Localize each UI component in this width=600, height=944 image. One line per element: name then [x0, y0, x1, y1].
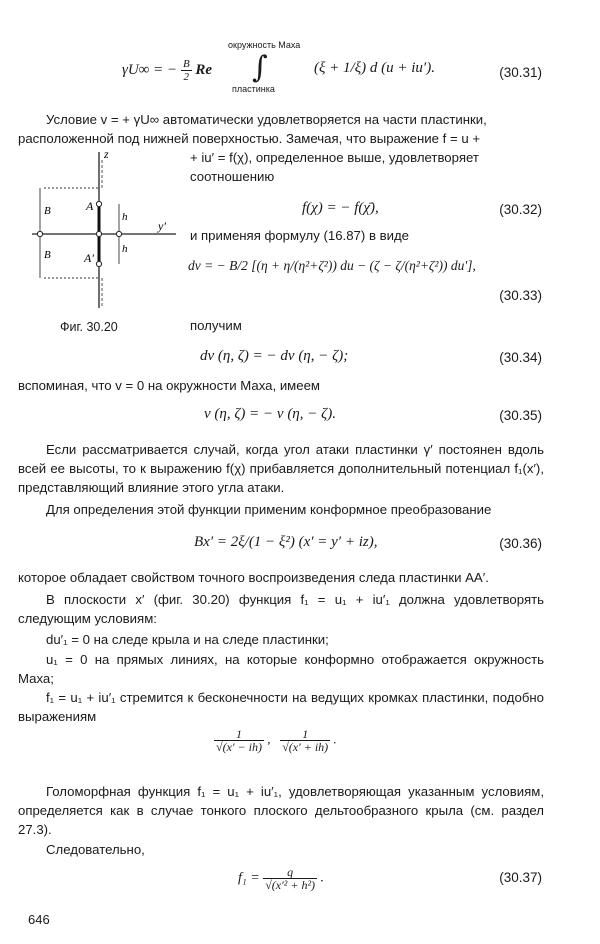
- eq-30-36: Bx′ = 2ξ/(1 − ξ²) (x′ = y′ + iz),: [194, 534, 378, 550]
- figure-label-z: z: [104, 148, 109, 161]
- figure-label-a-bottom: A′: [84, 251, 94, 265]
- para-9: Голоморфная функция f₁ = u₁ + iu′₁, удовлетворяющая указанным условиям, определяется как в случае тонкого плоского дельтообразного крыла (см. раздел 27.3).: [18, 784, 544, 838]
- figure-label-b-bottom: B: [44, 249, 51, 261]
- condition-1: du′₁ = 0 на следе крыла и на следе пластинки;: [46, 632, 329, 647]
- para-2: и применяя формулу (16.87) в виде: [190, 228, 410, 243]
- eq-30-33: dv = − B/2 [(η + η/(η²+ζ²)) du − (ζ − ζ/(η²+ζ²)) du′],: [188, 258, 476, 273]
- para-1-line-3: + iu′ = f(χ), определенное выше, удовлетворяет: [190, 150, 479, 165]
- eq-number-30-36: (30.36): [499, 536, 542, 551]
- para-1-line-4: соотношению: [190, 169, 275, 185]
- figure-node-center: [96, 231, 101, 236]
- figure-label-b-top: B: [44, 205, 51, 217]
- eq-30-34: dv (η, ζ) = − dv (η, − ζ);: [200, 348, 349, 364]
- figure-label-y: y′: [158, 219, 166, 233]
- para-4: вспоминая, что v = 0 на окружности Маха, имеем: [18, 378, 320, 393]
- eq-number-30-34: (30.34): [499, 350, 542, 365]
- eq-30-32: f(χ) = − f(χ̄),: [302, 200, 379, 216]
- para-1-cont: [190, 148, 544, 186]
- para-10: Следовательно,: [46, 842, 145, 857]
- para-3: получим: [190, 318, 242, 333]
- figure-caption: Фиг. 30.20: [60, 320, 118, 334]
- eq-30-31: [122, 40, 562, 100]
- eq-30-37: f₁ = $\frac{q}{\text{√(x′² + h²)}}$ .: [238, 865, 325, 892]
- eq-number-30-33: (30.33): [499, 288, 542, 303]
- condition-2: u₁ = 0 на прямых линиях, на которые конформно отображается окружность Маха;: [18, 652, 544, 687]
- para-6: Для определения этой функции применим конформное преобразование: [46, 502, 492, 517]
- para-5: Если рассматривается случай, когда угол атаки пластинки γ′ постоянен вдоль всей ее высоты, то к выражению f(χ) прибавляется дополнительный потенциал f₁(x′), представляющий влияние этого угла атаки.: [18, 442, 544, 496]
- para-7: которое обладает свойством точного воспроизведения следа пластинки AA′.: [18, 570, 489, 585]
- eq-30-31-body: (ξ + 1/ξ) d (u + iu′).: [314, 60, 435, 76]
- figure-node-top: [96, 201, 101, 206]
- eq-number-30-37: (30.37): [499, 870, 542, 885]
- figure-node-bottom: [96, 261, 101, 266]
- para-1: [18, 110, 544, 148]
- eq-30-31-lhs: γU∞ = − $\frac{B}{2}$ Re: [122, 58, 213, 83]
- integral-upper-limit: окружность Маха: [228, 40, 301, 50]
- para-1-line-1: Условие v = + γU∞ автоматически удовлетворяется на части пластинки,: [46, 112, 487, 127]
- integral-sign: ∫: [252, 50, 268, 85]
- figure-node-right: [116, 231, 121, 236]
- para-8: В плоскости x′ (фиг. 30.20) функция f₁ = u₁ + iu′₁ должна удовлетворять следующим условиям:: [18, 592, 544, 627]
- eq-unnumbered: $\frac{1}{√(x' - ih)}$ , $\frac{1}{√(x' + ih)}$ .: [216, 727, 337, 754]
- figure-label-h-top: h: [122, 211, 128, 223]
- para-1-line-2: расположенной под нижней поверхностью. Замечая, что выражение f = u +: [18, 131, 481, 147]
- eq-number-30-31: (30.31): [499, 65, 542, 80]
- condition-3: f₁ = u₁ + iu′₁ стремится к бесконечности на ведущих кромках пластинки, подобно выражениям: [18, 690, 544, 725]
- page-number: 646: [28, 912, 50, 927]
- figure-label-a-top: A: [86, 199, 94, 213]
- integral-lower-limit: пластинка: [232, 84, 275, 94]
- figure-node-left: [37, 231, 42, 236]
- eq-number-30-35: (30.35): [499, 408, 542, 423]
- eq-number-30-32: (30.32): [499, 202, 542, 217]
- eq-30-35: v (η, ζ) = − v (η, − ζ).: [204, 406, 336, 422]
- figure-30-20: [24, 148, 184, 318]
- figure-label-h-bottom: h: [122, 243, 128, 255]
